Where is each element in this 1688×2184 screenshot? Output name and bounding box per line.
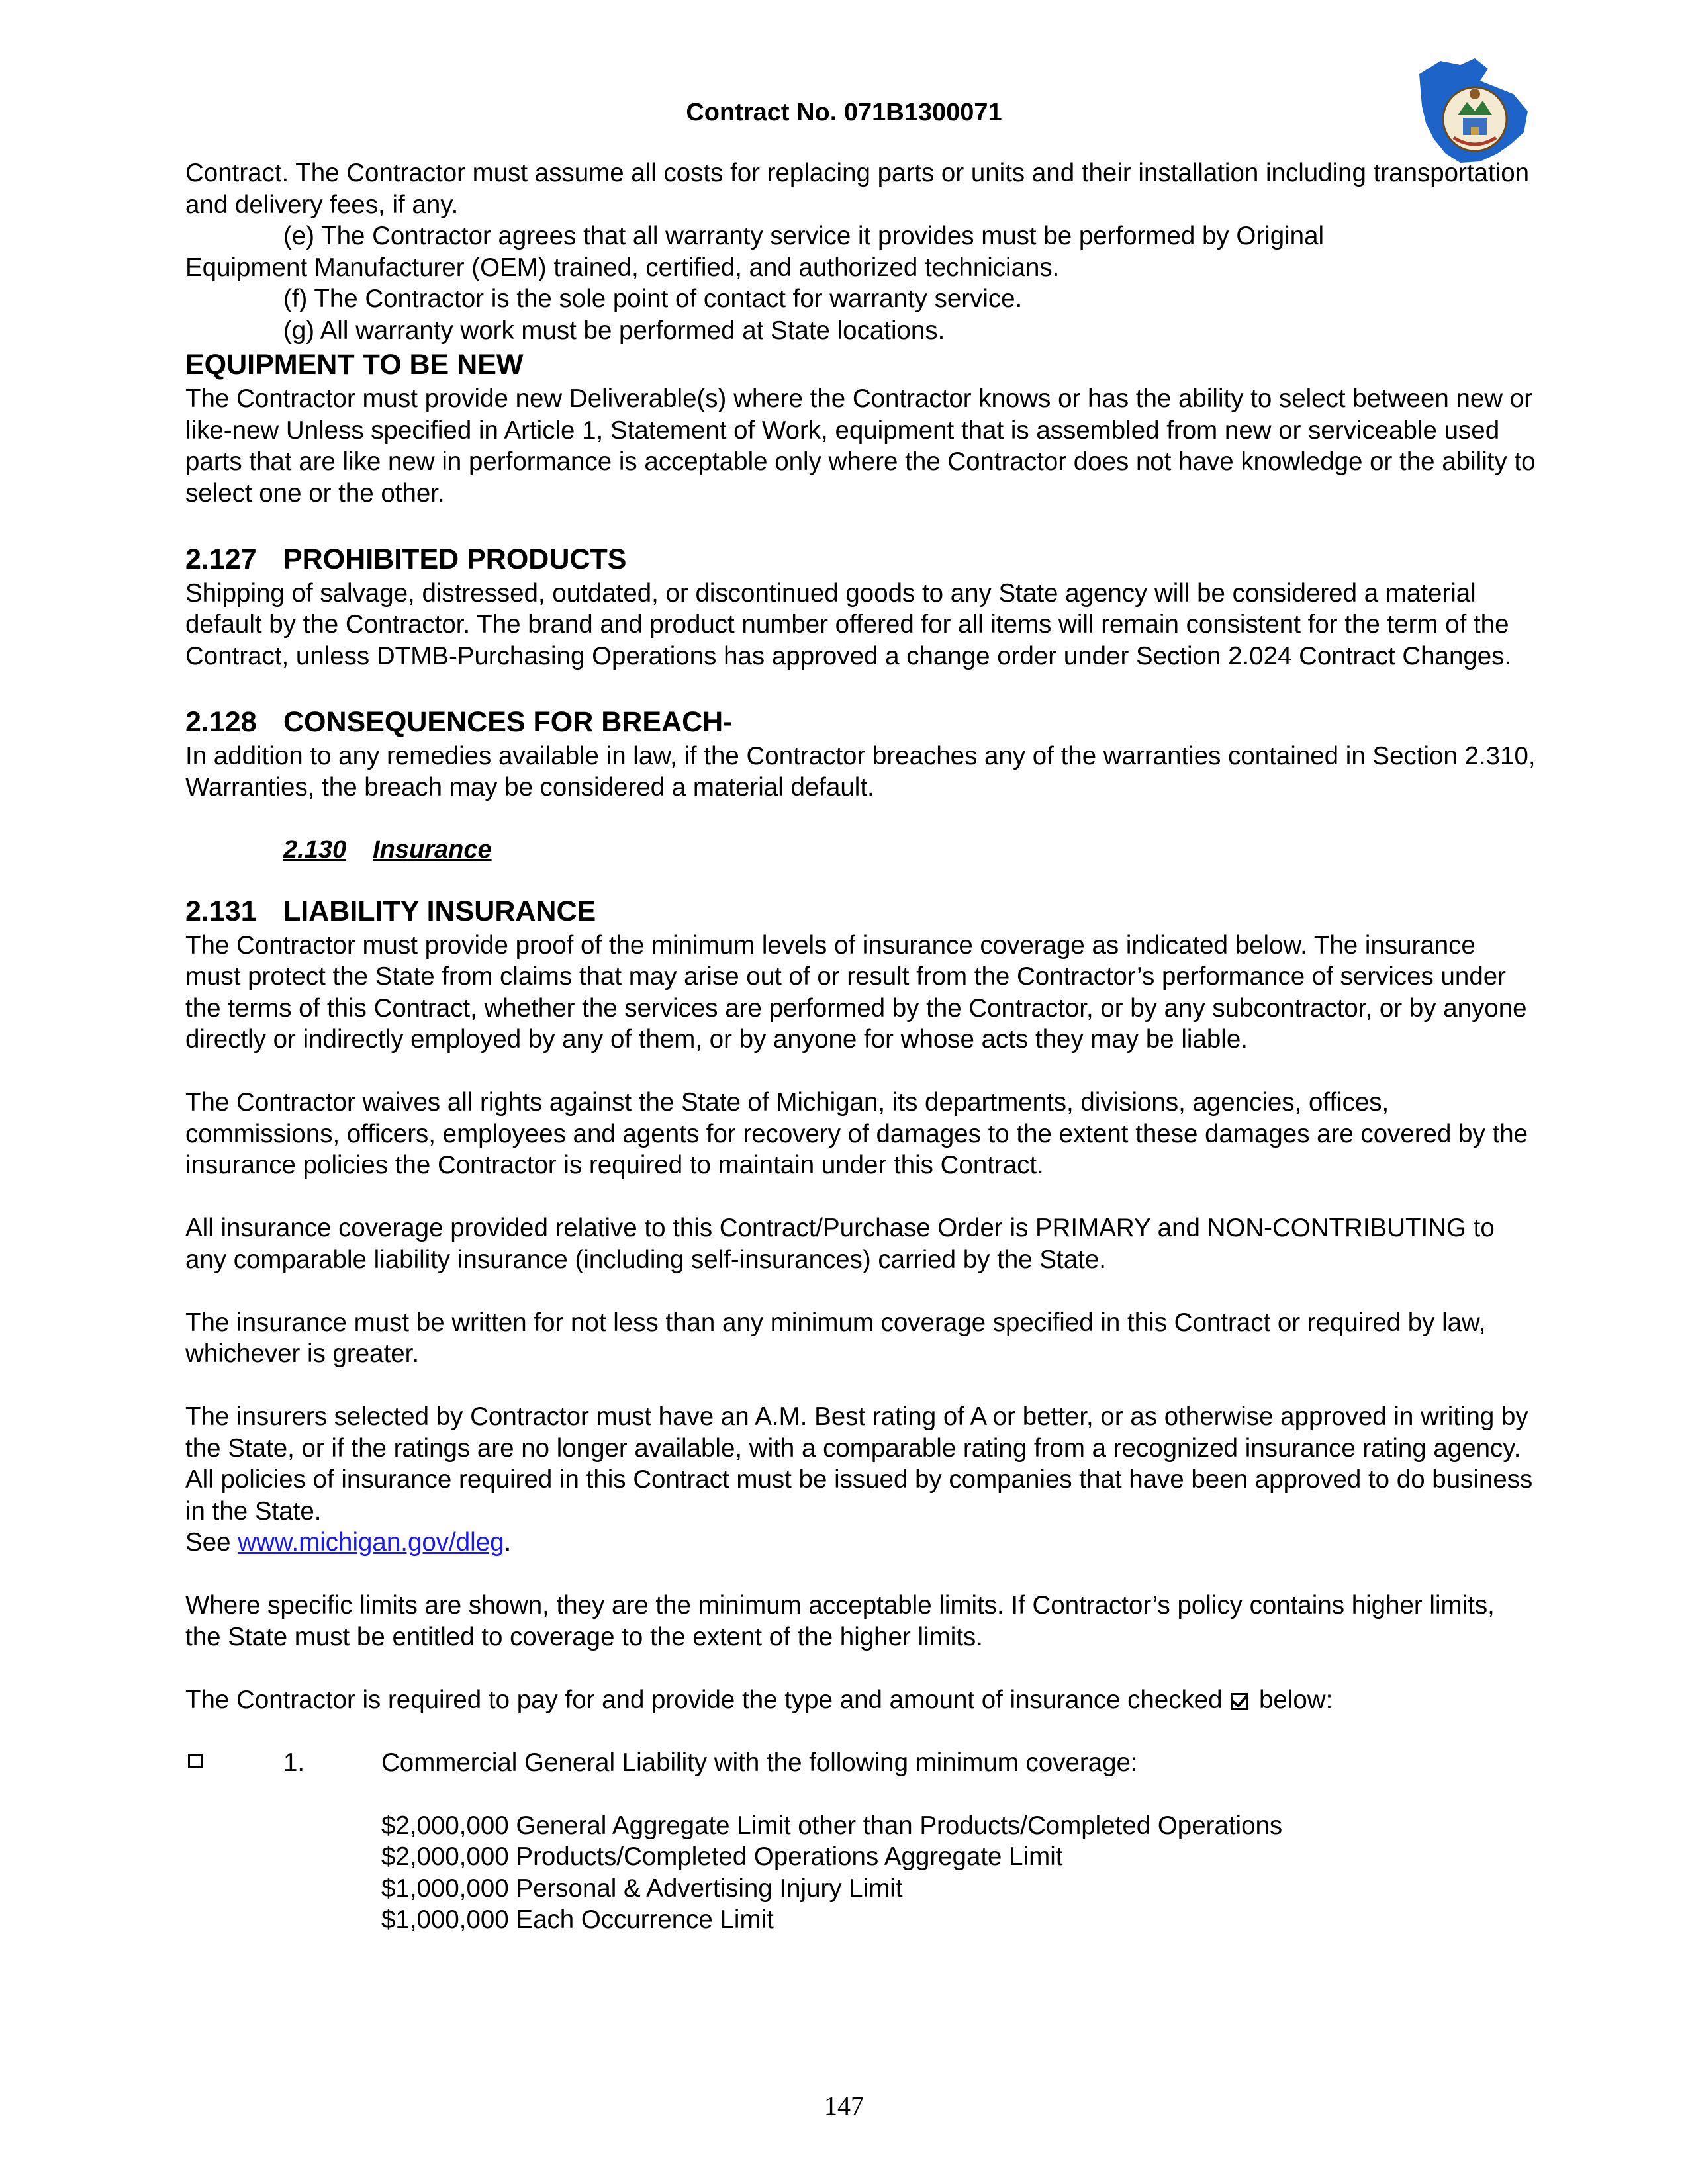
contract-number-header: Contract No. 071B1300071 [686, 99, 1002, 126]
coverage-limits [185, 1810, 1536, 1936]
heading-2-130-insurance [185, 835, 1536, 866]
heading-2-131 [185, 893, 1536, 930]
see-suffix: . [504, 1528, 512, 1557]
paragraph-liability-proof: The Contractor must provide proof of the minimum levels of insurance coverage as indicated below. The insurance must protect the State from claims that may arise out of or result from the Contractor’s performance of services under the terms of this Contract, whether the services are performed by the Contractor, or by any subcontractor, or by anyone directly or indirectly employed by any of them, or by anyone for whose acts they may be liable. [185, 931, 1527, 1054]
paragraph-minimum-coverage: The insurance must be written for not less than any minimum coverage specified in this Contract or required by law, whichever is greater. [185, 1308, 1486, 1368]
paragraph-item-e-line2: Equipment Manufacturer (OEM) trained, certified, and authorized technicians. [185, 253, 1060, 282]
paragraph-prohibited-products: Shipping of salvage, distressed, outdated, or discontinued goods to any State agency will be considered a material default by the Contractor. The brand and product number offered for all items will remain consistent for the term of the Contract, unless DTMB-Purchasing Operations has approved a change order under Section 2.024 Contract Changes. [185, 578, 1512, 670]
paragraph-item-g: (g) All warranty work must be performed at State locations. [283, 316, 945, 345]
heading-2-127 [185, 541, 1536, 578]
paragraph-waiver-of-rights: The Contractor waives all rights against the State of Michigan, its departments, divisions, agencies, offices, commissions, officers, employees and agents for recovery of damages to the extent these damages are covered by the insurance policies the Contractor is required to maintain under this Contract. [185, 1088, 1528, 1179]
section-title: CONSEQUENCES FOR BREACH- [283, 705, 733, 738]
list-item-number: 1. [283, 1748, 305, 1777]
document-body [185, 158, 1536, 1936]
page-number: 147 [824, 2091, 864, 2120]
section-number: 2.130 [283, 836, 347, 864]
see-prefix: See [185, 1528, 238, 1557]
paragraph-item-e-line1: (e) The Contractor agrees that all warranty service it provides must be performed by Original [283, 222, 1325, 250]
limit-personal-advertising-injury: $1,000,000 Personal & Advertising Injury Limit [381, 1874, 903, 1903]
paragraph-see-link [185, 1527, 1536, 1559]
section-number: 2.128 [185, 705, 257, 738]
list-item-commercial-general-liability [185, 1747, 1536, 1779]
paragraph-primary-noncontributing: All insurance coverage provided relative to this Contract/Purchase Order is PRIMARY and NON-CONTRIBUTING to any comparable liability insurance (including self-insurances) carried by the State. [185, 1214, 1495, 1274]
section-number: 2.127 [185, 543, 257, 575]
limit-general-aggregate: $2,000,000 General Aggregate Limit other than Products/Completed Operations [381, 1811, 1283, 1840]
paragraph-insurer-rating: The insurers selected by Contractor must have an A.M. Best rating of A or better, or as otherwise approved in writing by the State, or if the ratings are no longer available, with a comparable rating from a recognized insurance rating agency. All policies of insurance required in this Contract must be issued by companies that have been approved to do business in the State. [185, 1402, 1533, 1525]
insurance-checked-text: The Contractor is required to pay for and provide the type and amount of insurance checked [185, 1685, 1223, 1714]
limit-each-occurrence: $1,000,000 Each Occurrence Limit [381, 1905, 774, 1934]
section-title: PROHIBITED PRODUCTS [283, 543, 627, 575]
section-title: LIABILITY INSURANCE [283, 895, 596, 927]
paragraph-insurance-checked [185, 1684, 1536, 1716]
paragraph-equipment-to-be-new: The Contractor must provide new Deliverable(s) where the Contractor knows or has the ability to select between new or like-new Unless specified in Article 1, Statement of Work, equipment that is assembled from new or serviceable used parts that are like new in performance is acceptable only where the Contractor does not have knowledge or the ability to select one or the other. [185, 385, 1536, 508]
section-title: Insurance [373, 836, 492, 864]
section-number: 2.131 [185, 895, 257, 927]
checkbox-checked-icon [1231, 1693, 1248, 1710]
insurance-checked-suffix: below: [1259, 1685, 1333, 1714]
limit-products-completed-operations: $2,000,000 Products/Completed Operations Aggregate Limit [381, 1843, 1063, 1871]
paragraph-specific-limits: Where specific limits are shown, they are the minimum acceptable limits. If Contractor’s policy contains higher limits, the State must be entitled to coverage to the extent of the higher limits. [185, 1591, 1495, 1651]
heading-equipment-to-be-new: EQUIPMENT TO BE NEW [185, 349, 524, 381]
michigan-state-seal-icon [1414, 54, 1533, 167]
dleg-website-link[interactable]: www.michigan.gov/dleg [238, 1528, 504, 1557]
paragraph-consequences-for-breach: In addition to any remedies available in law, if the Contractor breaches any of the warranties contained in Section 2.310, Warranties, the breach may be considered a material default. [185, 741, 1536, 801]
checkbox-unchecked-icon[interactable] [188, 1754, 203, 1768]
heading-2-128 [185, 704, 1536, 741]
paragraph-contract-costs: Contract. The Contractor must assume all costs for replacing parts or units and their installation including transportation and delivery fees, if any. [185, 159, 1530, 219]
list-item-text: Commercial General Liability with the following minimum coverage: [381, 1748, 1138, 1777]
paragraph-item-f: (f) The Contractor is the sole point of contact for warranty service. [283, 285, 1023, 313]
